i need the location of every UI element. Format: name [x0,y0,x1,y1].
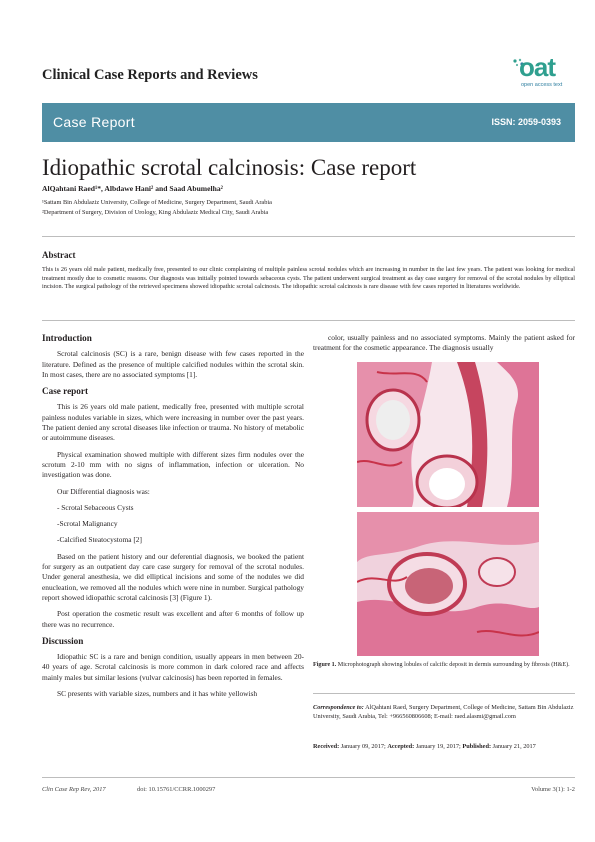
abstract-heading: Abstract [42,250,76,260]
discussion-paragraph-1: Idiopathic SC is a rare and benign condition, usually appears in men between 20-40 years of age. Scrotal calcinosis is more common in dark colored race and affects mainly males but similar lesions (vulvar calcinosis) has been reported in females. [42,652,304,682]
intro-heading: Introduction [42,333,92,343]
intro-paragraph: Scrotal calcinosis (SC) is a rare, benign disease with few cases reported in the literature. Defined as the presence of multiple calcified nodules within the scrotal skin. In most cases, there are no associated symptoms [1]. [42,349,304,379]
published-label: Published: [462,743,492,750]
article-type-banner [42,103,575,142]
discussion-heading: Discussion [42,635,84,646]
issn: ISSN: 2059-0393 [491,117,561,127]
oat-logo [505,54,575,94]
differential-item: -Scrotal Malignancy [57,519,118,529]
correspondence-text: AlQahtani Raed, Surgery Department, College of Medicine, Sattam Bin Abdulaziz University, Saudi Arabia, Tel: +966560806608; E-mail: raed.alasmi@gmail.com [313,704,574,720]
authors: AlQahtani Raed¹*, Albdawe Hani² and Saad Abumelha² [42,184,223,193]
logo-text: oat [519,52,555,82]
differential-item: -Calcified Steatocystoma [2] [57,535,142,545]
figure-caption-text: Microphotograph showing lobules of calcific deposit in dermis surrounding by fibrosis (H&E). [336,662,570,668]
divider [42,236,575,237]
footer-journal: Clin Case Rep Rev, 2017 [42,786,106,793]
right-column-paragraph: color, usually painless and no associated symptoms. Mainly the patient asked for treatment for the cosmetic appearance. The diagnosis usually [313,333,575,353]
received-date: January 09, 2017; [339,743,388,750]
left-column [42,333,304,705]
abstract-text: This is 26 years old male patient, medically free, presented to our clinic complaining of multiple painless scrotal nodules which are increasing in number in the last few years. The patient was looking for medical treatment mostly due to cosmetic reasons. Our diagnosis was initially pointed towards sebaceous cysts. The patient underwent surgical treatment as day case surgery for removal of the scrotal nodules by elliptical incision. The surgical pathology of the retrieved specimens showed idiopathic scrotal calcinosis. The idiopathic scrotal calcinosis is rare disease with few cases reported in literatures worldwide. [42,266,575,291]
affiliation-2: ²Department of Surgery, Division of Urology, King Abdulaziz Medical City, Saudi Arabia [42,209,269,216]
discussion-paragraph-2: SC presents with variable sizes, numbers and it has white yellowish [57,689,258,699]
case-paragraph-2: Physical examination showed multiple with different sizes firm nodules over the scrotum 2-10 mm with no signs of inflammation, infection or ulceration. No investigation was done. [42,449,304,480]
received-label: Received: [313,743,340,750]
micrograph-bottom [357,512,539,656]
correspondence [313,703,575,721]
figure-caption [313,661,575,669]
publication-dates [313,742,575,751]
divider [313,693,575,694]
case-paragraph-1: This is 26 years old male patient, medically free, presented with multiple scrotal painless nodules variable in sizes, which were increasing in number over the past years. The patient denied any scrotal diseases like infection or trauma. No history of metabolic or autoimmune diseases. [42,402,304,443]
right-column-text [313,333,575,360]
case-paragraph-3: Our Differential diagnosis was: [57,486,150,496]
micrograph-top [357,362,539,507]
article-type: Case Report [53,114,135,130]
case-paragraph-4: Based on the patient history and our deferential diagnosis, we booked the patient for surgery as an outpatient day care case surgery for removal of the scrotal nodules. Under general anesthesia, we did elliptical incisions and some of the nodules we did enucleation, we removed all the nodules which were nine in number. Surgical pathology report showed idiopathic scrotal calcinosis [3] (Figure 1). [42,551,304,602]
divider [42,320,575,321]
footer-doi: doi: 10.15761/CCRR.1000297 [137,786,216,793]
differential-item: - Scrotal Sebaceous Cysts [57,502,134,512]
footer-volume: Volume 3(1): 1-2 [531,786,575,793]
correspondence-label: Correspondence to: [313,704,364,711]
published-date: January 21, 2017 [491,743,536,750]
accepted-date: January 19, 2017; [414,743,463,750]
article-title: Idiopathic scrotal calcinosis: Case report [42,155,417,180]
case-paragraph-5: Post operation the cosmetic result was excellent and after 6 months of follow up there was no recurrence. [42,609,304,629]
figure-label: Figure 1. [313,662,337,668]
logo-tagline: open access text [521,82,563,88]
affiliation-1: ¹Sattam Bin Abdulaziz University, College of Medicine, Surgery Department, Saudi Arabia [42,199,272,206]
footer-divider [42,777,575,778]
case-heading: Case report [42,386,89,397]
journal-name: Clinical Case Reports and Reviews [42,67,258,83]
accepted-label: Accepted: [387,743,415,750]
